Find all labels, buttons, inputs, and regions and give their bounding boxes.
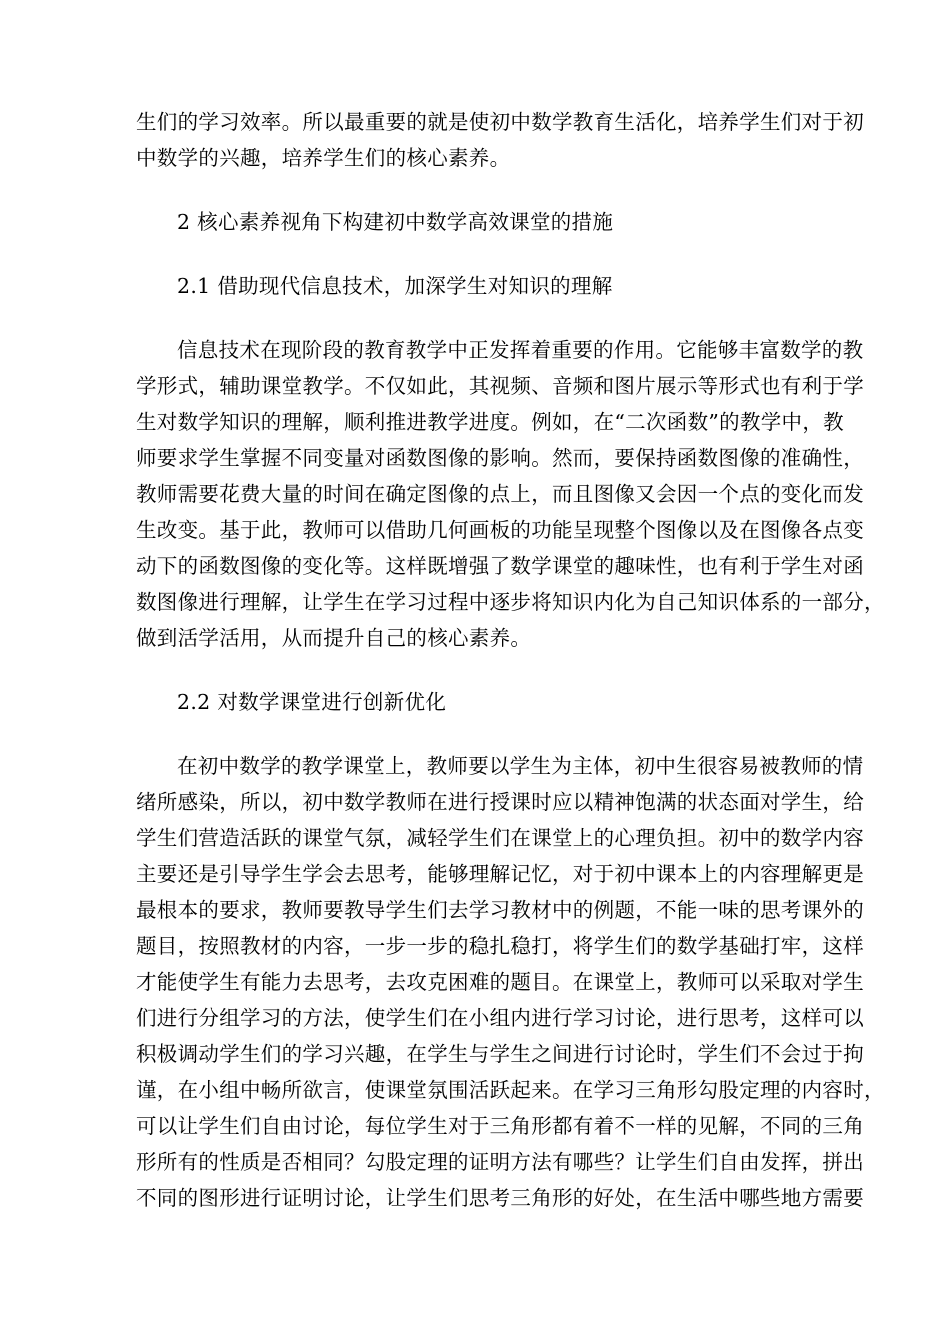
paragraph-line: 主要还是引导学生学会去思考，能够理解记忆，对于初中课本上的内容理解更是 bbox=[136, 862, 864, 886]
section-heading-2: 2 核心素养视角下构建初中数学高效课堂的措施 bbox=[177, 210, 614, 234]
paragraph-line: 信息技术在现阶段的教育教学中正发挥着重要的作用。它能够丰富数学的教 bbox=[177, 338, 864, 362]
paragraph-line: 们进行分组学习的方法，使学生们在小组内进行学习讨论，进行思考，这样可以 bbox=[136, 1006, 864, 1030]
subsection-heading-2-1: 2.1 借助现代信息技术，加深学生对知识的理解 bbox=[177, 274, 613, 298]
subsection-heading-2-2: 2.2 对数学课堂进行创新优化 bbox=[177, 690, 447, 714]
paragraph-line: 题目，按照教材的内容，一步一步的稳扎稳打，将学生们的数学基础打牢，这样 bbox=[136, 934, 864, 958]
paragraph-line: 学形式，辅助课堂教学。不仅如此，其视频、音频和图片展示等形式也有利于学 bbox=[136, 374, 864, 398]
paragraph-line: 最根本的要求，教师要教导学生们去学习教材中的例题，不能一味的思考课外的 bbox=[136, 898, 864, 922]
paragraph-line: 可以让学生们自由讨论，每位学生对于三角形都有着不一样的见解，不同的三角 bbox=[136, 1114, 864, 1138]
paragraph-line: 生改变。基于此，教师可以借助几何画板的功能呈现整个图像以及在图像各点变 bbox=[136, 518, 864, 542]
paragraph-line: 做到活学活用，从而提升自己的核心素养。 bbox=[136, 626, 532, 650]
paragraph-line: 教师需要花费大量的时间在确定图像的点上，而且图像又会因一个点的变化而发 bbox=[136, 482, 864, 506]
paragraph-line: 绪所感染，所以，初中数学教师在进行授课时应以精神饱满的状态面对学生，给 bbox=[136, 790, 864, 814]
paragraph-line: 生对数学知识的理解，顺利推进教学进度。例如，在“二次函数”的教学中，教 bbox=[136, 410, 844, 434]
intro-paragraph bbox=[136, 104, 864, 176]
paragraph-line: 形所有的性质是否相同？勾股定理的证明方法有哪些？让学生们自由发挥，拼出 bbox=[136, 1150, 864, 1174]
paragraph-line: 动下的函数图像的变化等。这样既增强了数学课堂的趣味性，也有利于学生对函 bbox=[136, 554, 864, 578]
paragraph-line: 生们的学习效率。所以最重要的就是使初中数学教育生活化，培养学生们对于初 bbox=[136, 110, 864, 134]
paragraph-line: 不同的图形进行证明讨论，让学生们思考三角形的好处，在生活中哪些地方需要 bbox=[136, 1186, 864, 1210]
paragraph-line: 才能使学生有能力去思考，去攻克困难的题目。在课堂上，教师可以采取对学生 bbox=[136, 970, 864, 994]
paragraph-2-2 bbox=[136, 748, 885, 1216]
paragraph-2-1 bbox=[136, 332, 885, 656]
paragraph-line: 数图像进行理解，让学生在学习过程中逐步将知识内化为自己知识体系的一部分， bbox=[136, 590, 885, 614]
paragraph-line: 谨，在小组中畅所欲言，使课堂氛围活跃起来。在学习三角形勾股定理的内容时， bbox=[136, 1078, 885, 1102]
paragraph-line: 师要求学生掌握不同变量对函数图像的影响。然而，要保持函数图像的准确性， bbox=[136, 446, 864, 470]
paragraph-line: 积极调动学生们的学习兴趣，在学生与学生之间进行讨论时，学生们不会过于拘 bbox=[136, 1042, 864, 1066]
paragraph-line: 中数学的兴趣，培养学生们的核心素养。 bbox=[136, 146, 511, 170]
document-body bbox=[136, 104, 885, 1216]
paragraph-line: 学生们营造活跃的课堂气氛，减轻学生们在课堂上的心理负担。初中的数学内容 bbox=[136, 826, 864, 850]
paragraph-line: 在初中数学的教学课堂上，教师要以学生为主体，初中生很容易被教师的情 bbox=[177, 754, 864, 778]
